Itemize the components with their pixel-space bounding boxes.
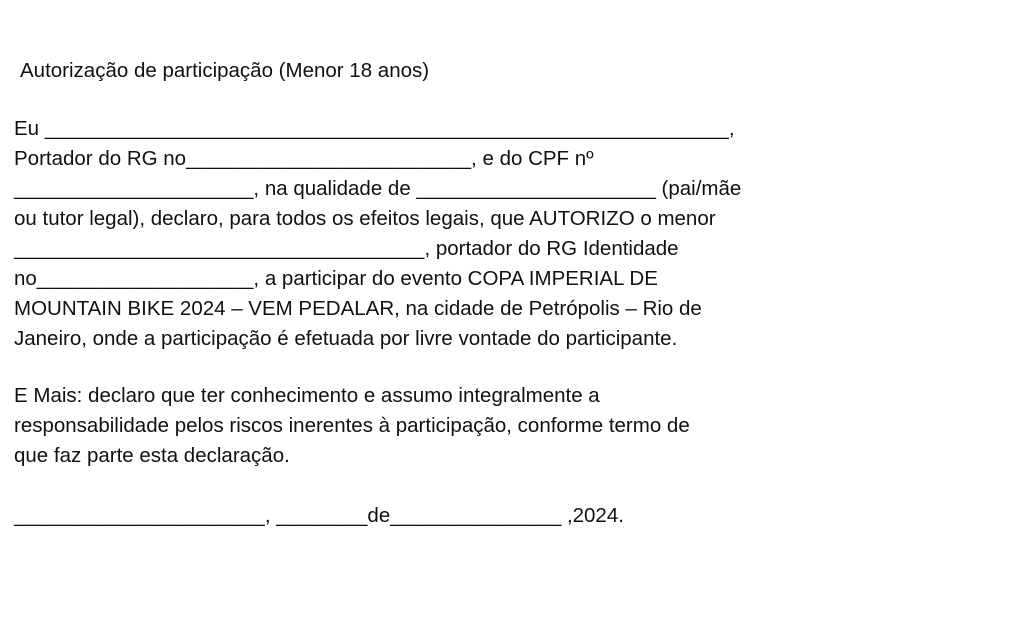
paragraph1-line-6: no___________________, a participar do evento COPA IMPERIAL DE (14, 267, 658, 290)
paragraph1-line-1: Eu ____________________________________________________________, (14, 117, 735, 140)
paragraph1-line-4: ou tutor legal), declaro, para todos os efeitos legais, que AUTORIZO o menor (14, 207, 716, 230)
paragraph2-line-3: que faz parte esta declaração. (14, 444, 290, 467)
paragraph1-line-8: Janeiro, onde a participação é efetuada por livre vontade do participante. (14, 327, 678, 350)
document-title: Autorização de participação (Menor 18 anos) (20, 59, 430, 82)
paragraph2-line-1: E Mais: declaro que ter conhecimento e assumo integralmente a (14, 384, 600, 407)
paragraph1-line-3: _____________________, na qualidade de _____________________ (pai/mãe (14, 177, 742, 200)
paragraph1-line-5: ____________________________________, portador do RG Identidade (14, 237, 679, 260)
paragraph1-line-2: Portador do RG no_________________________, e do CPF nº (14, 147, 594, 170)
paragraph2-line-2: responsabilidade pelos riscos inerentes à participação, conforme termo de (14, 414, 690, 437)
signature-date-line: ______________________, ________de_______________ ,2024. (14, 504, 624, 527)
paragraph1-line-7: MOUNTAIN BIKE 2024 – VEM PEDALAR, na cidade de Petrópolis – Rio de (14, 297, 702, 320)
